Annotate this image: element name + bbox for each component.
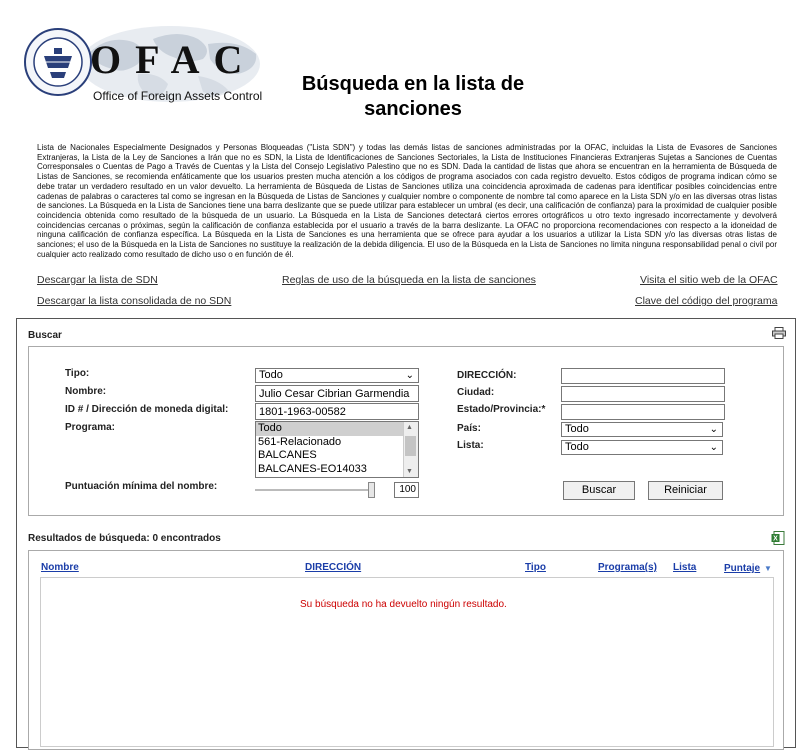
pais-label: País: [457, 423, 481, 434]
ofac-logo-letters: OFAC [90, 37, 257, 82]
no-results-message: Su búsqueda no ha devuelto ningún resultado. [300, 599, 507, 610]
program-key-link[interactable]: Clave del código del programa [635, 295, 778, 307]
programa-label: Programa: [65, 422, 116, 433]
chevron-down-icon: ⌄ [709, 424, 718, 435]
download-non-sdn-link[interactable]: Descargar la lista consolidada de no SDN [37, 295, 232, 307]
estado-input[interactable] [561, 404, 725, 420]
id-label: ID # / Dirección de moneda digital: [65, 404, 229, 415]
ofac-logo [18, 22, 263, 108]
scroll-down-icon[interactable]: ▼ [406, 468, 413, 475]
direccion-label: DIRECCIÓN: [457, 370, 517, 381]
treasury-seal-icon [24, 28, 92, 96]
lista-select[interactable] [561, 440, 723, 455]
excel-icon[interactable] [771, 531, 785, 545]
pais-select-value: Todo [565, 423, 589, 435]
estado-label: Estado/Provincia:* [457, 404, 546, 415]
min-score-label: Puntuación mínima del nombre: [65, 481, 218, 492]
col-puntaje[interactable]: Puntaje [724, 563, 761, 574]
intro-paragraph: Lista de Nacionales Especialmente Designados y Personas Bloqueadas ("Lista SDN") y todas las demás listas de sanciones administradas por la OFAC, incluidas la Lista de Evasores de Sanciones Extranjeras, la Lista de la Ley de Sanciones a Irán que no es SDN, la Lista de Identificaciones de Sanciones Sectoriales, la Lista de Instituciones Financieras Extranjeras Sujetas a Sanciones de Cuentas Corresponsales o Cuentas de Pago a Través de Cuentas y la Lista del Consejo Legislativo Palestino que no es SDN. Dada la cantidad de listas que ahora se encuentran en la herramienta de Búsqueda de Listas de Sanciones, se recomienda enfáticamente que los usuarios presten mucha atención a los códigos de programa asociados con cada registro devuelto. Estos códigos de programa indican cómo se debe tratar un verdadero resultado en un valor devuelto. La herramienta de Búsqueda de Listas de Sanciones utiliza una coincidencia aproximada de cadenas para identificar posibles coincidencias entre cadenas de palabras o caracteres tal como se ingresan en la Búsqueda de Listas de Sanciones y cualquier nombre o componente de nombre tal como aparece en la Lista SDN y/o en las diversas otras listas de sanciones. La Búsqueda en la Lista de Sanciones tiene una barra deslizante que se puede utilizar para establecer un umbral (es decir, una calificación de confianza) para la proximidad de cualquier posible coincidencia obtenida como resultado de la búsqueda de un usuario. La Búsqueda en la Lista de Sanciones detectará ciertos errores ortográficos u otro texto ingresado incorrectamente y devolverá coincidencias cercanas o próximas, según la calificación de confianza establecida por el usuario a través de la barra deslizante. La OFAC no proporciona recomendaciones con respecto a la idoneidad de ninguna calificación de confianza específica. La Búsqueda en la Lista de Sanciones es una herramienta que se ofrece para ayudar a los usuarios a utilizar la Lista SDN y/o las diversas otras listas de sanciones; el uso de la Búsqueda en la Lista de Sanciones no sustituye la realización de la debida diligencia. El uso de la Búsqueda en la Lista de Sanciones no limita ninguna responsabilidad penal o civil por cualquier acto realizado como resultado de dicho uso o en función de él. [37, 143, 777, 259]
ciudad-input[interactable] [561, 386, 725, 402]
reset-button[interactable]: Reiniciar [648, 481, 723, 500]
slider-thumb[interactable] [368, 482, 375, 498]
pais-select[interactable] [561, 422, 723, 437]
svg-text:X: X [773, 535, 778, 543]
nombre-label: Nombre: [65, 386, 107, 397]
programa-option[interactable]: Todo [256, 422, 418, 436]
programa-listbox[interactable] [255, 421, 419, 478]
slider-track [255, 489, 375, 491]
search-heading: Buscar [28, 330, 62, 341]
chevron-down-icon: ⌄ [709, 442, 718, 453]
direccion-input[interactable] [561, 368, 725, 384]
nombre-input[interactable] [255, 385, 419, 402]
download-sdn-link[interactable]: Descargar la lista de SDN [37, 274, 158, 286]
ciudad-label: Ciudad: [457, 387, 495, 398]
programa-option[interactable]: 561-Relacionado [258, 435, 342, 448]
programa-option[interactable]: BALCANES-EO14033 [258, 462, 367, 475]
page-title: Búsqueda en la lista de sanciones [301, 73, 525, 120]
sort-down-icon[interactable]: ▼ [764, 564, 772, 573]
col-direccion[interactable]: DIRECCIÓN [305, 562, 362, 573]
lista-select-value: Todo [565, 441, 589, 453]
col-nombre[interactable]: Nombre [41, 562, 79, 573]
visit-ofac-site-link[interactable]: Visita el sitio web de la OFAC [640, 274, 778, 286]
chevron-down-icon: ⌄ [405, 370, 414, 381]
col-lista[interactable]: Lista [673, 562, 697, 573]
tipo-label: Tipo: [65, 368, 90, 379]
search-button[interactable]: Buscar [563, 481, 635, 500]
ofac-logo-subtitle: Office of Foreign Assets Control [93, 89, 263, 103]
min-score-value: 100 [394, 482, 419, 498]
scroll-thumb[interactable] [405, 436, 416, 456]
min-score-slider[interactable] [255, 484, 375, 496]
programa-scrollbar[interactable] [403, 422, 418, 477]
col-tipo[interactable]: Tipo [525, 562, 546, 573]
tipo-select-value: Todo [259, 369, 283, 381]
id-input[interactable] [255, 403, 419, 420]
rules-link[interactable]: Reglas de uso de la búsqueda en la lista de sanciones [282, 274, 536, 286]
programa-option[interactable]: BALCANES [258, 449, 317, 461]
results-heading: Resultados de búsqueda: 0 encontrados [28, 533, 221, 544]
scroll-up-icon[interactable]: ▲ [406, 424, 413, 431]
col-programas[interactable]: Programa(s) [598, 562, 657, 573]
lista-label: Lista: [457, 440, 484, 451]
printer-icon[interactable] [772, 327, 786, 339]
tipo-select[interactable] [255, 368, 419, 383]
